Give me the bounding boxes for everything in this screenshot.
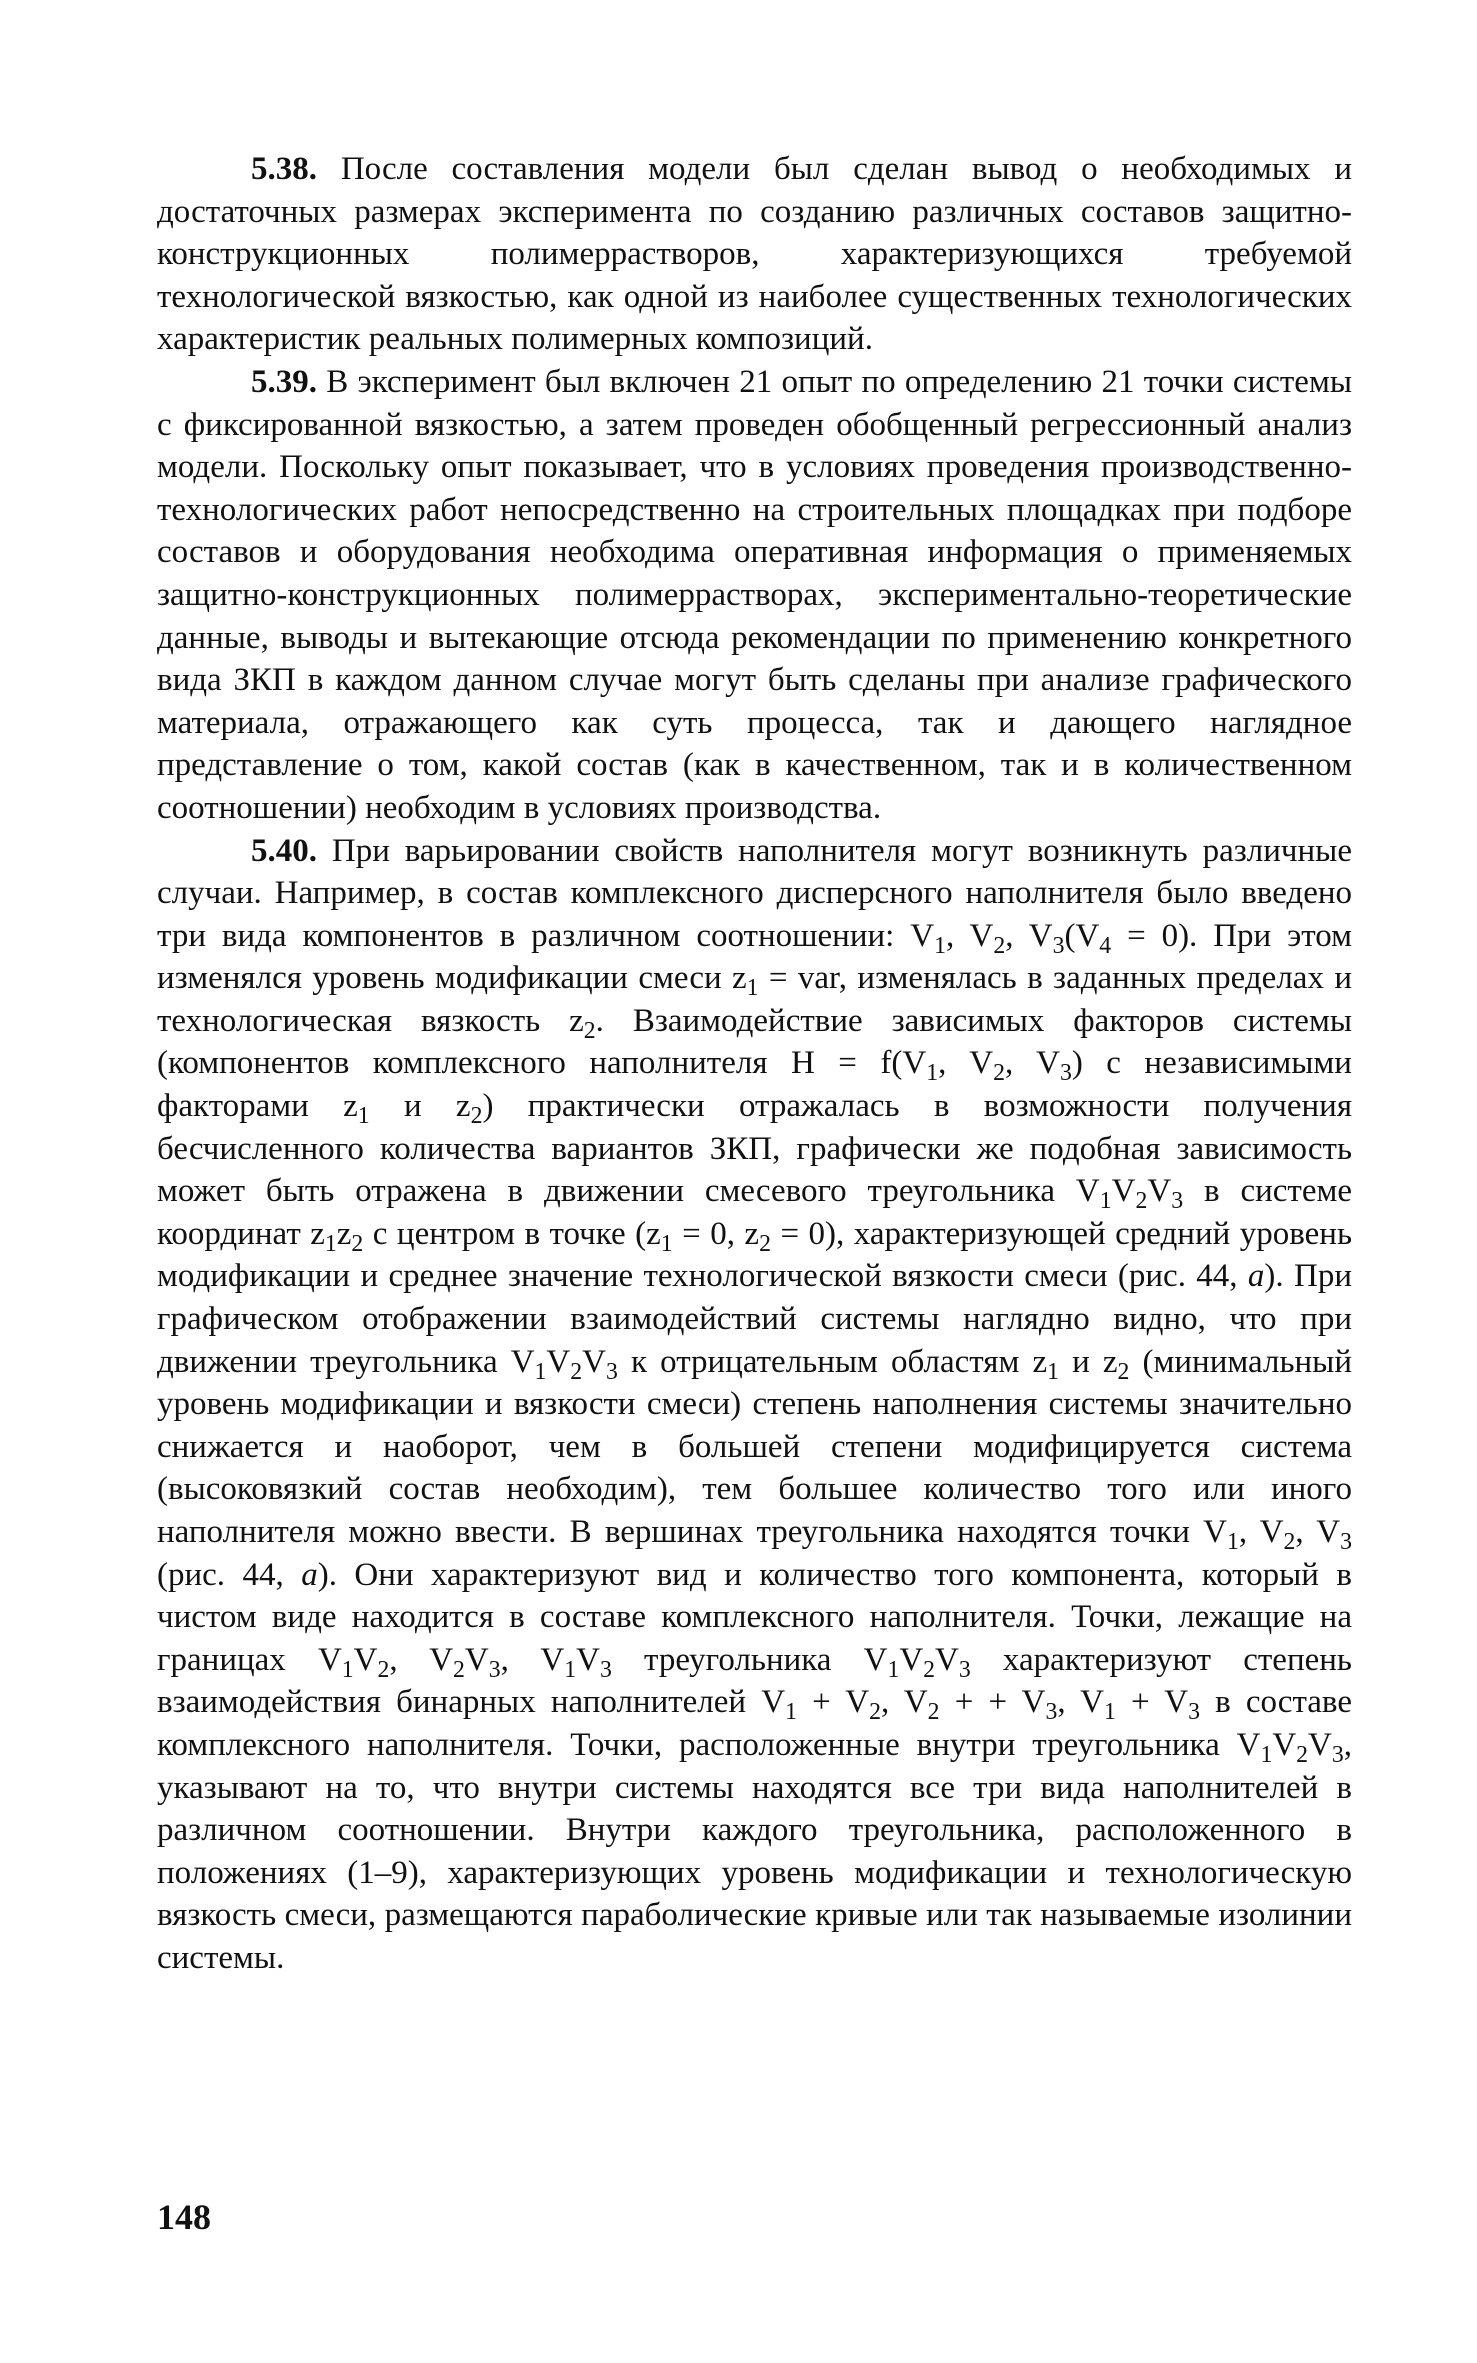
paragraph-5-39: [157, 361, 1352, 830]
paragraph-5-40: [157, 830, 1352, 1980]
page-body: [157, 148, 1352, 1980]
paragraph-text: При варьировании свойств наполнителя могут возникнуть различные случаи. Например, в состав комплексного дисперсного наполнителя было введено три вида компонентов в различном соотношении: $V_1$, $V_2$, $V_3(V_4 = 0)$. При этом изменялся уровень модификации смеси $z_1$ = var, изменялась в заданных пределах и технологическая вязкость $z_2$. Взаимодействие зависимых факторов системы (компонентов комплексного наполнителя $H = f(V_1$, $V_2$, $V_3$) с независимыми факторами $z_1$ и $z_2$) практически отражалась в возможности получения бесчисленного количества вариантов ЗКП, графически же подобная зависимость может быть отражена в движении смесевого треугольника $V_1V_2V_3$ в системе координат $z_1z_2$ с центром в точке ($z_1 = 0$, $z_2 = 0$), характеризующей средний уровень модификации и среднее значение технологической вязкости смеси (рис. 44, а). При графическом отображении взаимодействий системы наглядно видно, что при движении треугольника $V_1V_2V_3$ к отрицательным областям $z_1$ и $z_2$ (минимальный уровень модификации и вязкости смеси) степень наполнения системы значительно снижается и наоборот, чем в большей степени модифицируется система (высоковязкий состав необходим), тем большее количество того или иного наполнителя можно ввести. В вершинах треугольника находятся точки $V_1$, $V_2$, $V_3$ (рис. 44, а). Они характеризуют вид и количество того компонента, который в чистом виде находится в составе комплексного наполнителя. Точки, лежащие на границах $V_1V_2$, $V_2V_3$, $V_1V_3$ треугольника $V_1V_2V_3$ характеризуют степень взаимодействия бинарных наполнителей $V_1 + V_2$, $V_2$ + + $V_3$, $V_1 + V_3$ в составе комплексного наполнителя. Точки, расположенные внутри треугольника $V_1V_2V_3$, указывают на то, что внутри системы находятся все три вида наполнителей в различном соотношении. Внутри каждого треугольника, расположенного в положениях (1–9), характеризующих уровень модификации и технологическую вязкость смеси, размещаются параболические кривые или так называемые изолинии системы.: [157, 832, 1353, 1976]
paragraph-number: 5.38.: [251, 151, 317, 187]
paragraph-5-38: [157, 148, 1352, 361]
paragraph-text: После составления модели был сделан вывод о необходимых и достаточных размерах эксперимента по созданию различных составов защитно-конструкционных полимеррастворов, характеризующихся требуемой технологической вязкостью, как одной из наиболее существенных технологических характеристик реальных полимерных композиций.: [157, 151, 1353, 358]
paragraph-number: 5.40.: [251, 832, 317, 869]
paragraph-text: В эксперимент был включен 21 опыт по определению 21 точки системы с фиксированной вязкостью, а затем проведен обобщенный регрессионный анализ модели. Поскольку опыт показывает, что в условиях проведения производственно-технологических работ непосредственно на строительных площадках при подборе составов и оборудования необходима оперативная информация о применяемых защитно-конструкционных полимеррастворах, экспериментально-теоретические данные, выводы и вытекающие отсюда рекомендации по применению конкретного вида ЗКП в каждом данном случае могут быть сделаны при анализе графического материала, отражающего как суть процесса, так и дающего наглядное представление о том, какой состав (как в качественном, так и в количественном соотношении) необходим в условиях производства.: [157, 363, 1353, 826]
page-number: 148: [157, 2197, 211, 2237]
paragraph-number: 5.39.: [251, 363, 317, 400]
